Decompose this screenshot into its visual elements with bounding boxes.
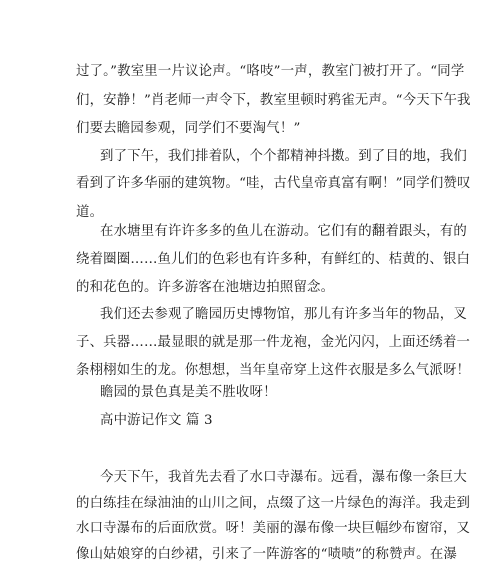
paragraph-line: 们，安静！”肖老师一声令下，教室里顿时鸦雀无声。“今天下午我 <box>76 93 471 108</box>
paragraph-line: 条栩栩如生的龙。你想想，当年皇帝穿上这件衣服是多么气派呀！ <box>76 363 471 378</box>
paragraph-line: 的白练挂在绿油油的山川之间，点缀了这一片绿色的海洋。我走到 <box>76 496 471 511</box>
paragraph-line: 在水塘里有许许多多的鱼儿在游动。它们有的翻着跟头，有的 <box>100 224 467 239</box>
paragraph-line: 子、兵器……最显眼的就是那一件龙袍，金光闪闪，上面还绣着一 <box>76 335 471 350</box>
paragraph-line: 看到了许多华丽的建筑物。“哇，古代皇帝真富有啊！”同学们赞叹 <box>76 176 471 191</box>
paragraph-line: 道。 <box>76 205 104 220</box>
section-heading: 高中游记作文 篇 3 <box>100 413 213 428</box>
paragraph-line: 到了下午，我们排着队，个个都精神抖擞。到了目的地，我们 <box>100 149 467 164</box>
paragraph-line: 瞻园的景色真是美不胜收呀！ <box>100 385 277 400</box>
paragraph-line: 今天下午，我首先去看了水口寺瀑布。远看，瀑布像一条巨大 <box>100 470 467 485</box>
paragraph-line: 绕着圈圈……鱼儿们的色彩也有许多种，有鲜红的、桔黄的、银白 <box>76 252 471 267</box>
paragraph-line: 的和花色的。许多游客在池塘边拍照留念。 <box>76 280 335 295</box>
paragraph-line: 过了。”教室里一片议论声。“咯吱”一声，教室门被打开了。“同学 <box>76 64 465 79</box>
paragraph-line: 水口寺瀑布的后面欣赏。呀！美丽的瀑布像一块巨幅纱布窗帘，又 <box>76 521 471 536</box>
paragraph-line: 像山姑娘穿的白纱裙，引来了一阵游客的“啧啧”的称赞声。在瀑 <box>76 547 458 562</box>
paragraph-line: 我们还去参观了瞻园历史博物馆，那儿有许多当年的物品，叉 <box>100 307 467 322</box>
paragraph-line: 们要去瞻园参观，同学们不要淘气！” <box>76 121 301 136</box>
